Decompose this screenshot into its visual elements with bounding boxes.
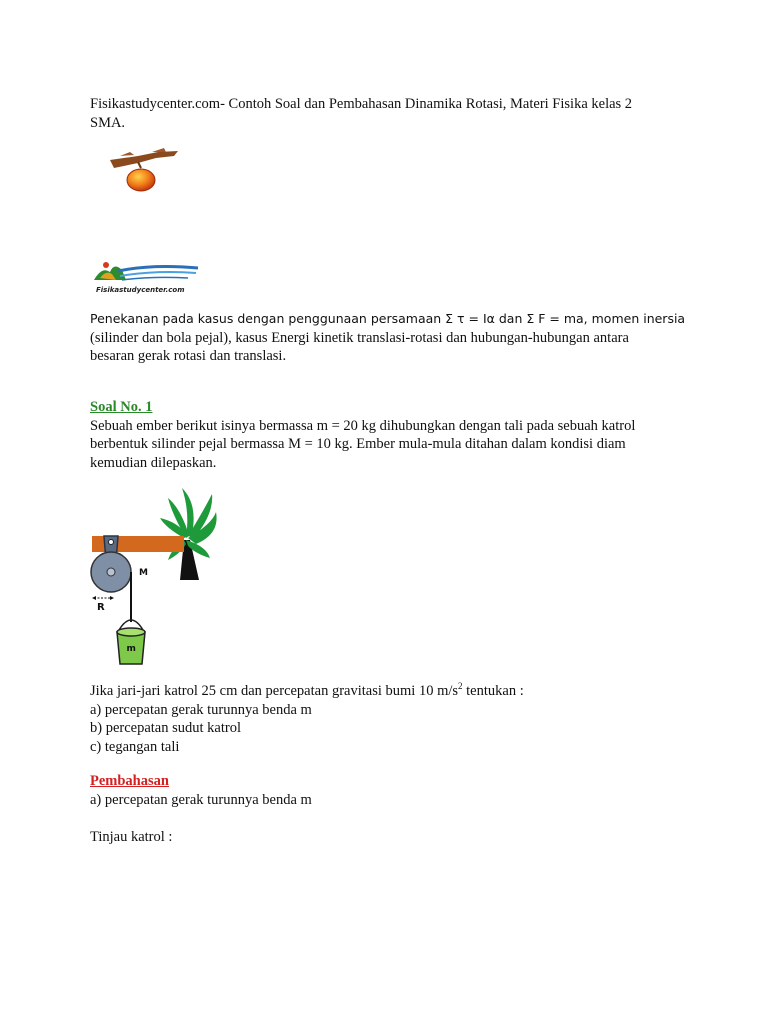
- question-item-c: c) tegangan tali: [90, 738, 180, 755]
- question-text-end: tentukan :: [462, 683, 524, 699]
- pembahasan-tinjau: Tinjau katrol :: [90, 828, 173, 845]
- intro-line-3: besaran gerak rotasi dan translasi.: [90, 348, 287, 364]
- pembahasan-section: [90, 772, 690, 846]
- question-item-a: a) percepatan gerak turunnya benda m: [90, 701, 312, 718]
- intro-line-1: Penekanan pada kasus dengan penggunaan persamaan Σ τ = Iα dan Σ F = ma, momen inersia: [90, 311, 686, 326]
- question-section: [90, 682, 690, 756]
- intro-line-2: (silinder dan bola pejal), kasus Energi kinetik translasi-rotasi dan hubungan-hubungan antara: [90, 329, 629, 346]
- soal-1-title: Soal No. 1: [90, 399, 153, 415]
- bucket-mass-label: m: [126, 644, 136, 654]
- site-logo: [92, 256, 202, 292]
- soal-1-line-2: berbentuk silinder pejal bermassa M = 10 kg. Ember mula-mula ditahan dalam kondisi diam: [90, 436, 626, 452]
- question-item-b: b) percepatan sudut katrol: [90, 720, 241, 736]
- question-line-1: [90, 682, 690, 701]
- intro-paragraph: [90, 310, 690, 366]
- pulley-bucket-figure: [88, 484, 228, 668]
- question-text: Jika jari-jari katrol 25 cm dan percepatan gravitasi bumi 10 m/s: [90, 683, 459, 699]
- pulley-mass-label: M: [139, 568, 148, 578]
- pembahasan-spacer: [90, 809, 690, 828]
- radius-label: R: [97, 602, 105, 613]
- header-line-1: Fisikastudycenter.com- Contoh Soal dan Pembahasan Dinamika Rotasi, Materi Fisika kelas 2: [90, 96, 633, 112]
- logo-text: Fisikastudycenter.com: [96, 286, 185, 294]
- soal-1-line-3: kemudian dilepaskan.: [90, 454, 217, 471]
- pembahasan-item-a: a) percepatan gerak turunnya benda m: [90, 791, 312, 808]
- document-header: [90, 95, 690, 132]
- logo-graphic: [92, 256, 202, 284]
- soal-1-section: [90, 398, 690, 472]
- fruit-on-branch-image: [108, 146, 182, 194]
- pembahasan-title: Pembahasan: [90, 773, 169, 789]
- soal-1-line-1: Sebuah ember berikut isinya bermassa m = 20 kg dihubungkan dengan tali pada sebuah katrol: [90, 417, 636, 434]
- radius-arrow: [92, 596, 114, 600]
- question-superscript: 2: [458, 681, 463, 692]
- header-line-2: SMA.: [90, 114, 126, 131]
